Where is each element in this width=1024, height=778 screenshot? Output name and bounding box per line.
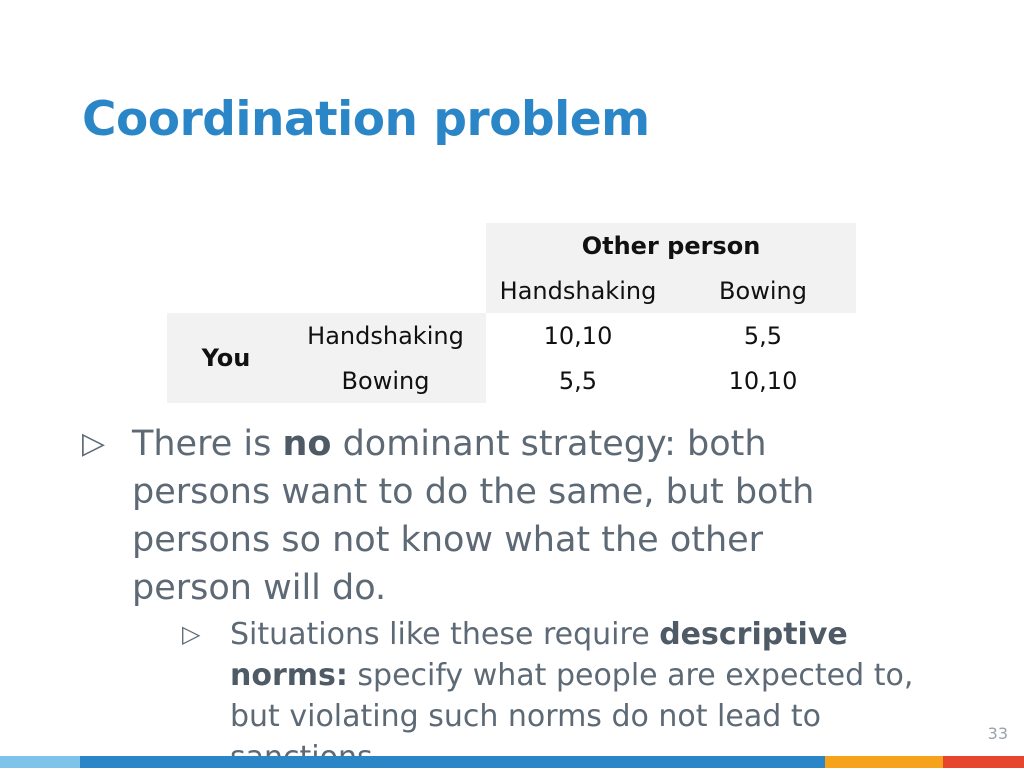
row-group-header: You [167,313,285,403]
payoff-cell: 10,10 [543,321,613,350]
slide-title: Coordination problem [82,92,650,147]
column-header: Bowing [670,268,856,313]
column-header: Handshaking [486,268,670,313]
table-row [167,223,856,268]
sub-bullet-item [182,614,962,778]
empty-cell [167,223,285,268]
column-group-header: Other person [486,223,856,268]
triangle-bullet-icon: ▷ [82,426,106,461]
sub-bullet-text-after: specify what people are expected to, but violating such norms do not lead to [230,658,914,734]
footer-segment [80,756,825,768]
page-number: 33 [987,724,1008,743]
bullet-text [132,420,892,612]
row-header: Handshaking [285,313,486,358]
sub-bullet-text-before: Situations like these require [230,617,660,652]
empty-cell [285,268,486,313]
footer-segment [0,756,80,768]
sub-bullet-text [230,614,950,778]
footer-segment [825,756,943,768]
footer-segment [943,756,1024,768]
bullet-list [82,420,962,778]
payoff-cell: 5,5 [558,366,598,395]
table-row [167,313,856,358]
row-header: Bowing [285,358,486,403]
payoff-cell: 10,10 [728,366,798,395]
empty-cell [285,223,486,268]
table-row [167,268,856,313]
empty-cell [167,268,285,313]
payoff-cell: 5,5 [743,321,783,350]
bullet-item [82,420,962,612]
bullet-emphasis: no [282,424,332,464]
sub-bullet-emphasis: descriptive norms: [230,617,848,693]
payoff-matrix [167,223,856,403]
bullet-text-before: There is [132,424,283,464]
triangle-bullet-icon: ▷ [182,620,201,648]
bullet-text-after: dominant strategy: both persons want to do the same, but both persons so not know what the other person will do. [132,424,815,608]
footer-color-bar [0,756,1024,768]
